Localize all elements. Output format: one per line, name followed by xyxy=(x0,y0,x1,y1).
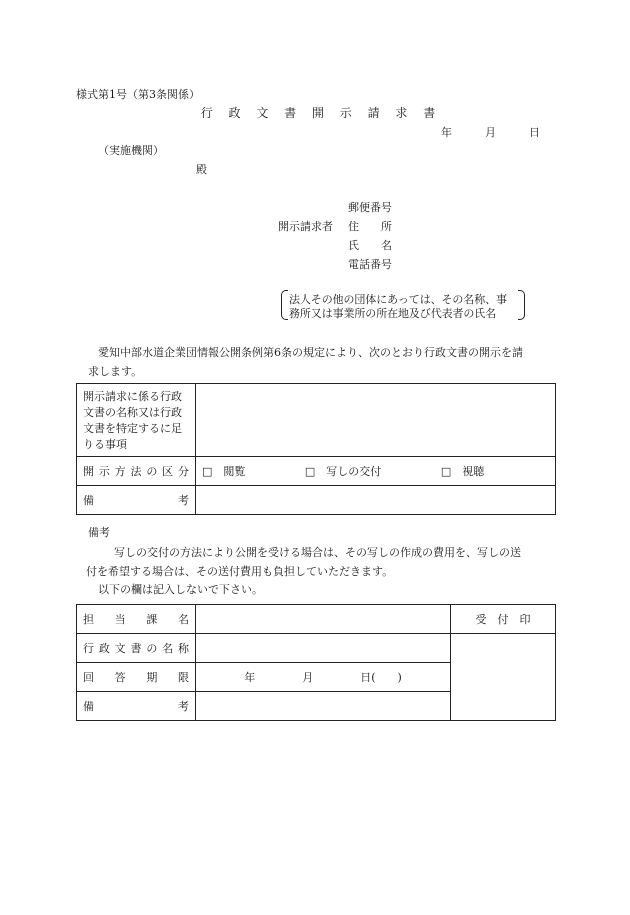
office-remarks-field xyxy=(196,692,451,721)
name-label: 氏 名 xyxy=(348,239,392,252)
intro-paragraph xyxy=(76,343,556,381)
document-title: 行 政 文 書 開 示 請 求 書 xyxy=(200,106,442,120)
date-day: 日 xyxy=(529,126,540,139)
notes-line-1: 写しの交付の方法により公開を受ける場合は、その写しの作成の費用を、写しの送 xyxy=(114,546,521,559)
date-line xyxy=(441,124,540,140)
deadline-year: 年 xyxy=(244,671,256,684)
method-row xyxy=(77,457,556,486)
deadline-label: 回答期限 xyxy=(77,663,196,692)
doc-name-field xyxy=(196,634,451,663)
dept-label: 担当課名 xyxy=(77,605,196,634)
date-year: 年 xyxy=(441,126,452,139)
deadline-field xyxy=(196,663,451,692)
doc-name-label: 行政文書の名称 xyxy=(77,634,196,663)
office-use-table xyxy=(76,604,556,721)
intro-line-1: 愛知中部水道企業団情報公開条例第6条の規定により、次のとおり行政文書の開示を請 xyxy=(98,346,523,359)
deadline-day: 日( ) xyxy=(360,671,402,684)
notes-paragraph xyxy=(86,543,560,581)
dept-row xyxy=(77,605,556,634)
method-listen-checkbox[interactable]: □ 視聴 xyxy=(440,465,485,478)
phone-label: 電話番号 xyxy=(348,258,392,271)
notes-heading: 備考 xyxy=(88,526,110,539)
method-options xyxy=(196,457,556,486)
corporate-note xyxy=(281,290,525,320)
right-bracket xyxy=(518,290,525,320)
reception-stamp-label: 受 付 印 xyxy=(451,605,556,634)
request-remarks-label: 備考 xyxy=(77,486,196,515)
intro-line-2: 求します。 xyxy=(88,365,143,378)
address-label: 住 所 xyxy=(348,220,392,233)
requester-label: 開示請求者 xyxy=(278,220,333,233)
reception-stamp-area xyxy=(451,634,556,721)
request-item-field[interactable] xyxy=(196,384,556,457)
honorific-label: 殿 xyxy=(196,163,207,176)
notes-line-2: 付を希望する場合は、その送付費用も負担していただきます。 xyxy=(86,565,394,578)
method-label: 開示方法の区分 xyxy=(77,457,196,486)
no-entry-note: 以下の欄は記入しないで下さい。 xyxy=(98,583,263,596)
deadline-month: 月 xyxy=(302,671,314,684)
corporate-note-line-1: 法人その他の団体にあっては、その名称、事 xyxy=(289,293,507,306)
request-item-label-line: 文書の名称又は行政 xyxy=(83,406,182,419)
request-item-label-line: りる事項 xyxy=(83,438,127,451)
date-month: 月 xyxy=(485,126,496,139)
dept-field xyxy=(196,605,451,634)
office-remarks-label: 備考 xyxy=(77,692,196,721)
request-remarks-row xyxy=(77,486,556,515)
method-view-checkbox[interactable]: □ 閲覧 xyxy=(202,465,246,478)
agency-label: （実施機関） xyxy=(98,144,164,157)
request-remarks-field[interactable] xyxy=(196,486,556,515)
request-table xyxy=(76,383,556,515)
request-item-label-line: 開示請求に係る行政 xyxy=(83,390,182,403)
request-item-label xyxy=(77,384,196,457)
postal-code-label: 郵便番号 xyxy=(348,201,392,214)
request-item-label-line: 文書を特定するに足 xyxy=(83,422,182,435)
doc-name-row xyxy=(77,634,556,663)
form-number-label: 様式第1号（第3条関係） xyxy=(76,88,200,101)
left-bracket xyxy=(281,290,288,320)
corporate-note-line-2: 務所又は事業所の所在地及び代表者の氏名 xyxy=(289,307,497,320)
method-copy-checkbox[interactable]: □ 写しの交付 xyxy=(304,465,382,478)
request-item-row xyxy=(77,384,556,457)
